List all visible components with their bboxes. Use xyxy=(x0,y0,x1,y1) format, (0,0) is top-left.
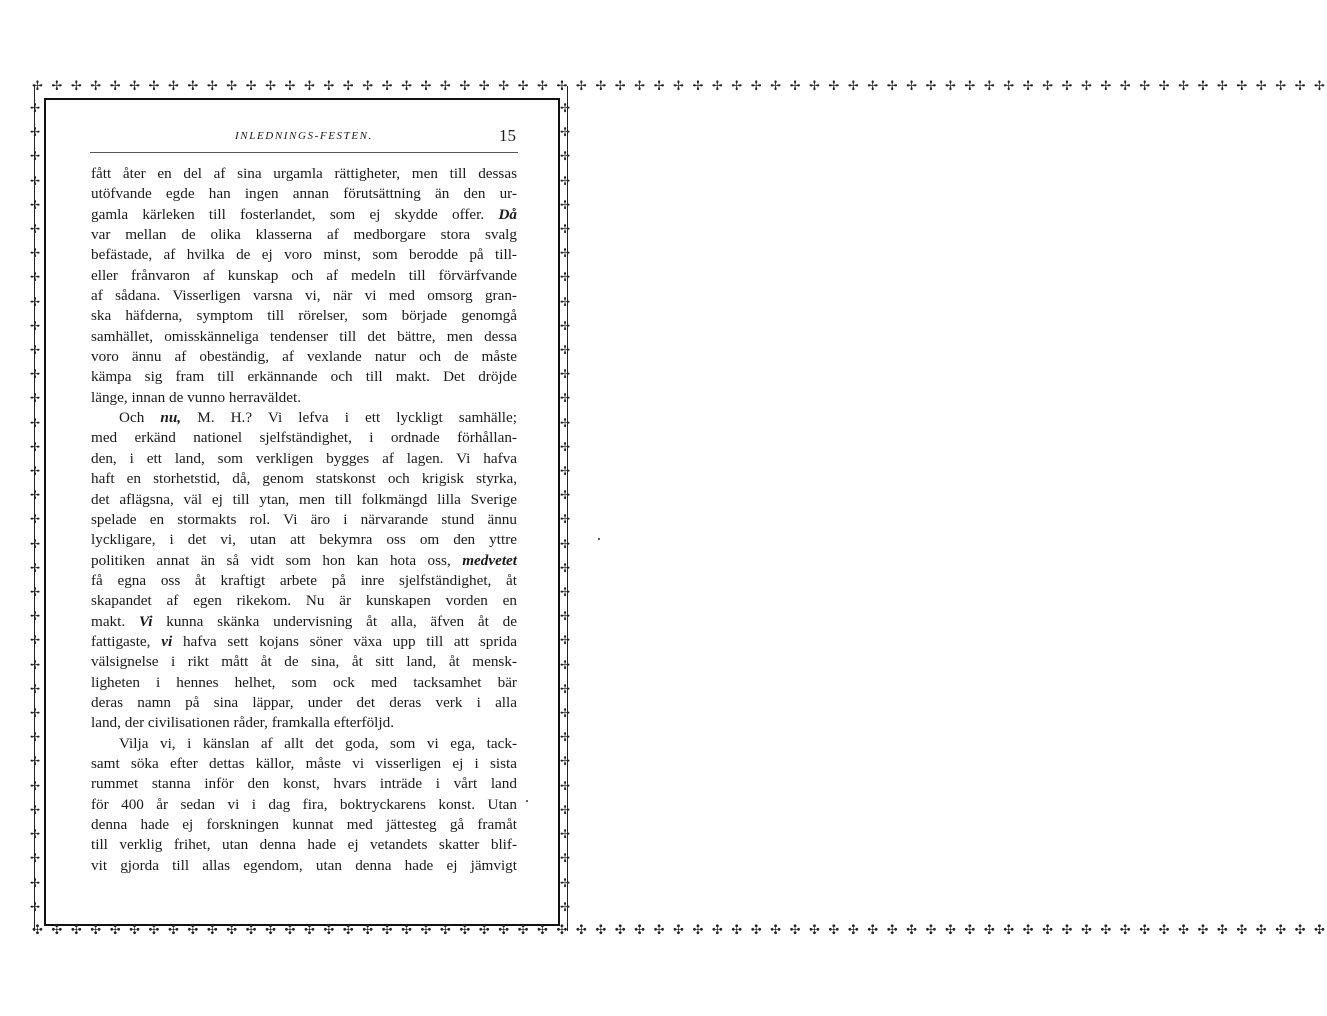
text-line xyxy=(91,449,517,469)
left-ornament-border: ✢ ✢ ✢ ✢ ✢ ✢ ✢ ✢ ✢ ✢ ✢ ✢ ✢ ✢ ✢ ✢ ✢ ✢ ✢ ✢ ✢ ✢ ✢ ✢ ✢ ✢ ✢ ✢ ✢ ✢ ✢ ✢ ✢ ✢ xyxy=(29,101,41,914)
text-line xyxy=(91,367,517,387)
text-line xyxy=(91,795,517,815)
text-segment: ligheten i hennes helhet, som ock med tacksamhet bär xyxy=(91,673,517,691)
text-line xyxy=(91,551,517,571)
text-line xyxy=(91,510,517,530)
italic-word: nu, xyxy=(160,409,182,427)
text-segment: politiken annat än så vidt som hon kan hota oss, xyxy=(91,551,463,569)
text-line xyxy=(91,428,517,448)
text-segment: för 400 år sedan vi i dag fira, boktryckarens konst. Utan xyxy=(91,795,517,813)
text-segment: samt söka efter dettas källor, måste vi visserligen ej i sista xyxy=(91,754,517,772)
text-segment: få egna oss åt kraftigt arbete på inre sjelfständighet, åt xyxy=(91,571,517,589)
text-segment: med erkänd nationel sjelfständighet, i ordnade förhållan- xyxy=(91,429,517,447)
text-line xyxy=(91,591,517,611)
text-line xyxy=(91,164,517,184)
italic-word: Vi xyxy=(138,612,153,630)
text-segment: fått åter en del af sina urgamla rättigheter, men till dessas xyxy=(91,165,517,182)
text-segment: haft en storhetstid, då, genom statskonst och krigisk styrka, xyxy=(91,470,517,488)
page-number: 15 xyxy=(499,126,516,145)
text-segment: ska häfderna, symptom till rörelser, som började genomgå xyxy=(91,307,517,325)
text-line xyxy=(91,652,517,672)
italic-word: Då xyxy=(498,205,517,223)
text-segment: deras namn på sina läppar, under det deras verk i alla xyxy=(91,693,517,711)
text-segment: det aflägsna, väl ej till ytan, men till folkmängd lilla Sverige xyxy=(91,490,517,508)
text-segment: samhället, omisskänneliga tendenser till det bättre, men dessa xyxy=(91,327,517,345)
header-rule xyxy=(90,152,518,153)
text-segment: skapandet af egen rikekom. Nu är kunskapen vorden en xyxy=(91,592,517,610)
text-segment: makt. xyxy=(91,612,139,630)
text-segment: rummet stanna inför den konst, hvars inträde i vårt land xyxy=(91,775,517,793)
text-segment: var mellan de olika klasserna af medborgare stora svalg xyxy=(91,226,517,244)
text-segment: eller frånvaron af kunskap och af medeln till förvärfvande xyxy=(91,266,517,284)
text-segment: den, i ett land, som verkligen bygges af lagen. Vi hafva xyxy=(91,449,517,467)
italic-word: medvetet xyxy=(462,551,517,569)
text-line xyxy=(91,469,517,489)
text-line xyxy=(91,245,517,265)
text-line xyxy=(91,266,517,286)
ink-speck xyxy=(526,800,528,802)
bottom-ornament-border: ✣ ✣ ✣ ✣ ✣ ✣ ✣ ✣ ✣ ✣ ✣ ✣ ✣ ✣ ✣ ✣ ✣ ✣ ✣ ✣ ✣ ✣ ✣ ✣ ✣ ✣ ✣ ✣ ✣ ✣ ✣ ✣ ✣ ✣ ✣ ✣ ✣ ✣ ✣ ✣ ✣ ✣ ✣ ✣ ✣ ✣ ✣ ✣ ✣ ✣ ✣ ✣ ✣ ✣ ✣ ✣ ✣ ✣ ✣ ✣ ✣ ✣ ✣ ✣ ✣ ✣ ✣ xyxy=(32,923,1327,938)
text-line xyxy=(91,490,517,510)
text-segment: Och xyxy=(119,409,161,427)
ink-speck xyxy=(598,538,600,540)
text-segment: vit gjorda till allas egendom, utan denna hade ej jämvigt xyxy=(91,856,517,874)
body-text xyxy=(91,164,517,876)
text-segment: kämpa sig fram till erkännande och till makt. Det dröjde xyxy=(91,368,517,386)
text-line xyxy=(91,571,517,591)
text-line xyxy=(91,327,517,347)
text-segment: lyckligare, i det vi, utan att bekymra oss om den yttre xyxy=(91,531,517,549)
text-segment: af sådana. Visserligen varsna vi, när vi med omsorg gran- xyxy=(91,287,517,305)
text-line xyxy=(91,205,517,225)
text-line xyxy=(91,612,517,632)
text-line xyxy=(91,225,517,245)
text-line xyxy=(91,286,517,306)
text-segment: länge, innan de vunno herraväldet. xyxy=(91,388,302,406)
text-segment: välsignelse i rikt mått åt de sina, åt sitt land, åt mensk- xyxy=(91,653,517,671)
text-line xyxy=(91,530,517,550)
right-ornament-border: ✢ ✢ ✢ ✢ ✢ ✢ ✢ ✢ ✢ ✢ ✢ ✢ ✢ ✢ ✢ ✢ ✢ ✢ ✢ ✢ ✢ ✢ ✢ ✢ ✢ ✢ ✢ ✢ ✢ ✢ ✢ ✢ ✢ ✢ xyxy=(559,101,571,914)
text-segment: befästade, af hvilka de ej voro minst, som berodde på till- xyxy=(91,246,517,264)
text-line xyxy=(91,347,517,367)
text-line xyxy=(91,306,517,326)
text-line xyxy=(91,835,517,855)
italic-word: vi xyxy=(161,632,173,650)
text-line xyxy=(91,632,517,652)
text-line xyxy=(91,734,517,754)
text-line xyxy=(91,693,517,713)
text-line xyxy=(91,388,517,408)
text-line xyxy=(91,184,517,204)
text-segment: utöfvande egde han ingen annan förutsättning än den ur- xyxy=(91,185,517,203)
text-segment: kunna skänka undervisning åt alla, äfven åt de xyxy=(152,612,517,630)
text-segment: spelade en stormakts rol. Vi äro i närvarande stund ännu xyxy=(91,510,517,528)
text-segment: gamla kärleken till fosterlandet, som ej skydde offer. xyxy=(91,205,499,223)
text-line xyxy=(91,713,517,733)
text-line xyxy=(91,754,517,774)
text-segment: land, der civilisationen råder, framkalla efterföljd. xyxy=(91,714,395,732)
text-segment: hafva sett kojans söner växa upp till att sprida xyxy=(172,632,517,650)
text-segment: M. H.? Vi lefva i ett lyckligt samhälle; xyxy=(181,409,517,427)
text-segment: voro ännu af obeständig, af vexlande natur och de måste xyxy=(91,348,517,366)
text-line xyxy=(91,815,517,835)
text-line xyxy=(91,774,517,794)
top-ornament-border: ✢ ✢ ✢ ✢ ✢ ✢ ✢ ✢ ✢ ✢ ✢ ✢ ✢ ✢ ✢ ✢ ✢ ✢ ✢ ✢ ✢ ✢ ✢ ✢ ✢ ✢ ✢ ✢ ✢ ✢ ✢ ✢ ✢ ✢ ✢ ✢ ✢ ✢ ✢ ✢ ✢ ✢ ✢ ✢ ✢ ✢ ✢ ✢ ✢ ✢ ✢ ✢ ✢ ✢ ✢ ✢ ✢ ✢ ✢ ✢ ✢ ✢ ✢ ✢ ✢ ✢ ✢ xyxy=(32,79,1327,94)
running-head xyxy=(90,126,518,148)
text-segment: fattigaste, xyxy=(91,632,162,650)
text-line xyxy=(91,856,517,876)
text-line xyxy=(91,408,517,428)
text-segment: Vilja vi, i känslan af allt det goda, som vi ega, tack- xyxy=(119,734,517,752)
running-title: INLEDNINGS-FESTEN. xyxy=(235,130,373,142)
text-segment: denna hade ej forskningen kunnat med jättesteg gå framåt xyxy=(91,816,517,833)
text-line xyxy=(91,673,517,693)
text-segment: till verklig frihet, utan denna hade ej vetandets skatter blif- xyxy=(91,836,517,854)
